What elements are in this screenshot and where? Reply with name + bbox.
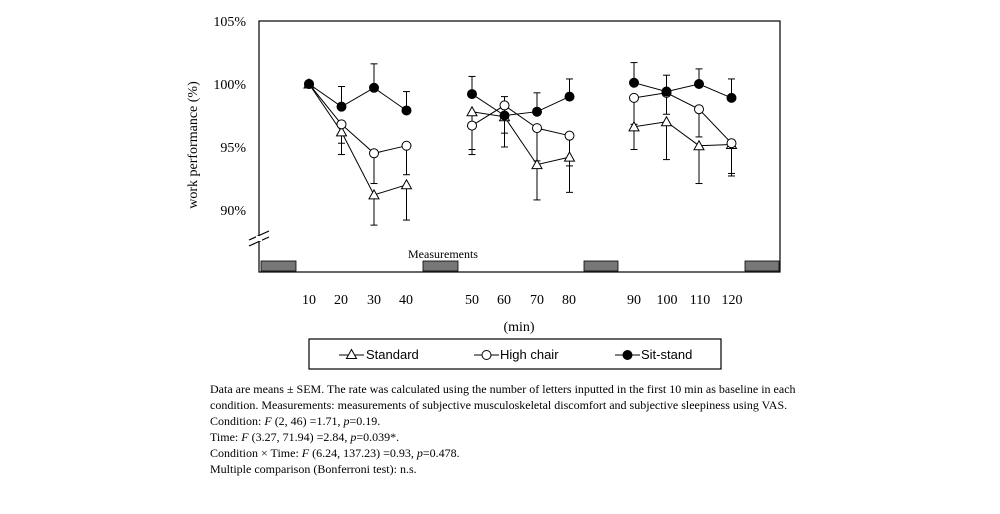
note-description: Data are means ± SEM. The rate was calculated using the number of letters inputted in the first 10 min as baseline in each condition. Measurements: measurements of subjective musculoskeletal discomfort and subjective sleepiness using VAS. bbox=[210, 382, 796, 412]
series-line-sit-stand bbox=[309, 84, 407, 111]
x-tick-label: 110 bbox=[689, 293, 711, 308]
note-condition-pval: =0.19. bbox=[349, 414, 381, 428]
point-sit-stand bbox=[370, 83, 379, 92]
series-line-sit-stand bbox=[472, 94, 570, 115]
legend-filled-circle-marker bbox=[623, 351, 632, 360]
point-high-chair bbox=[695, 105, 704, 114]
legend bbox=[309, 339, 721, 369]
point-sit-stand bbox=[533, 107, 542, 116]
note-cxt-pval: =0.478. bbox=[422, 446, 460, 460]
point-standard bbox=[565, 152, 575, 161]
legend-label-high-chair: High chair bbox=[500, 347, 559, 362]
legend-label-sit-stand: Sit-stand bbox=[641, 347, 693, 362]
note-cxt-stats: (6.24, 137.23) =0.93, bbox=[309, 446, 417, 460]
series-line-high-chair bbox=[472, 105, 570, 135]
point-sit-stand bbox=[337, 102, 346, 111]
x-tick-label: 30 bbox=[367, 293, 381, 308]
figure-note bbox=[210, 381, 810, 477]
axis-break-gap bbox=[256, 236, 262, 241]
point-high-chair bbox=[370, 149, 379, 158]
measurement-bar bbox=[423, 261, 458, 271]
point-sit-stand bbox=[565, 92, 574, 101]
point-sit-stand bbox=[402, 106, 411, 115]
x-tick-label: 100 bbox=[656, 293, 678, 308]
x-tick-label: 20 bbox=[334, 293, 348, 308]
note-condition bbox=[210, 413, 810, 429]
point-high-chair bbox=[630, 93, 639, 102]
point-sit-stand bbox=[727, 93, 736, 102]
y-tick-label: 90% bbox=[220, 204, 246, 219]
point-sit-stand bbox=[695, 80, 704, 89]
data-layer bbox=[304, 63, 737, 226]
point-high-chair bbox=[337, 120, 346, 129]
measurement-bar bbox=[745, 261, 779, 271]
point-high-chair bbox=[565, 131, 574, 140]
x-tick-label: 120 bbox=[721, 293, 743, 308]
point-sit-stand bbox=[305, 80, 314, 89]
series-line-standard bbox=[634, 122, 732, 146]
point-standard bbox=[467, 107, 477, 116]
note-time-p: p bbox=[350, 430, 357, 444]
point-sit-stand bbox=[630, 78, 639, 87]
point-sit-stand bbox=[662, 87, 671, 96]
point-high-chair bbox=[500, 101, 509, 110]
point-high-chair bbox=[727, 139, 736, 148]
note-time-f: F bbox=[241, 430, 249, 444]
point-high-chair bbox=[533, 124, 542, 133]
legend-label-standard: Standard bbox=[366, 347, 419, 362]
x-tick-label: 90 bbox=[627, 293, 641, 308]
point-high-chair bbox=[402, 141, 411, 150]
point-sit-stand bbox=[500, 111, 509, 120]
y-axis-label: work performance (%) bbox=[186, 81, 201, 209]
note-time-stats: (3.27, 71.94) =2.84, bbox=[248, 430, 351, 444]
point-high-chair bbox=[468, 121, 477, 130]
measurement-bar bbox=[584, 261, 618, 271]
x-tick-label: 70 bbox=[530, 293, 544, 308]
x-tick-label: 10 bbox=[302, 293, 316, 308]
note-cxt-p: p bbox=[416, 446, 423, 460]
legend-open-circle-marker bbox=[482, 351, 491, 360]
note-time-label: Time: bbox=[210, 430, 242, 444]
point-standard bbox=[369, 190, 379, 199]
measurements-label: Measurements bbox=[408, 247, 478, 261]
note-condition-stats: (2, 46) =1.71, bbox=[271, 414, 344, 428]
note-time bbox=[210, 429, 810, 445]
note-cxt-label: Condition × Time: bbox=[210, 446, 302, 460]
x-tick-label: 60 bbox=[497, 293, 511, 308]
series-line-high-chair bbox=[634, 93, 732, 143]
note-condition-time bbox=[210, 445, 810, 461]
x-axis-label: (min) bbox=[503, 320, 535, 335]
note-condition-label: Condition: bbox=[210, 414, 265, 428]
point-standard bbox=[662, 117, 672, 126]
note-time-pval: =0.039*. bbox=[356, 430, 400, 444]
point-sit-stand bbox=[468, 90, 477, 99]
measurement-bar bbox=[261, 261, 296, 271]
y-tick-label: 105% bbox=[213, 15, 246, 30]
x-tick-label: 40 bbox=[399, 293, 413, 308]
note-condition-f: F bbox=[264, 414, 272, 428]
x-tick-label: 50 bbox=[465, 293, 479, 308]
note-multiple-comparison: Multiple comparison (Bonferroni test): n.s. bbox=[210, 462, 417, 476]
x-tick-label: 80 bbox=[562, 293, 576, 308]
y-tick-label: 100% bbox=[213, 78, 246, 93]
series-line-standard bbox=[472, 112, 570, 165]
note-cxt-f: F bbox=[301, 446, 310, 460]
note-condition-p: p bbox=[343, 414, 350, 428]
point-standard bbox=[402, 180, 412, 189]
y-tick-label: 95% bbox=[220, 141, 246, 156]
